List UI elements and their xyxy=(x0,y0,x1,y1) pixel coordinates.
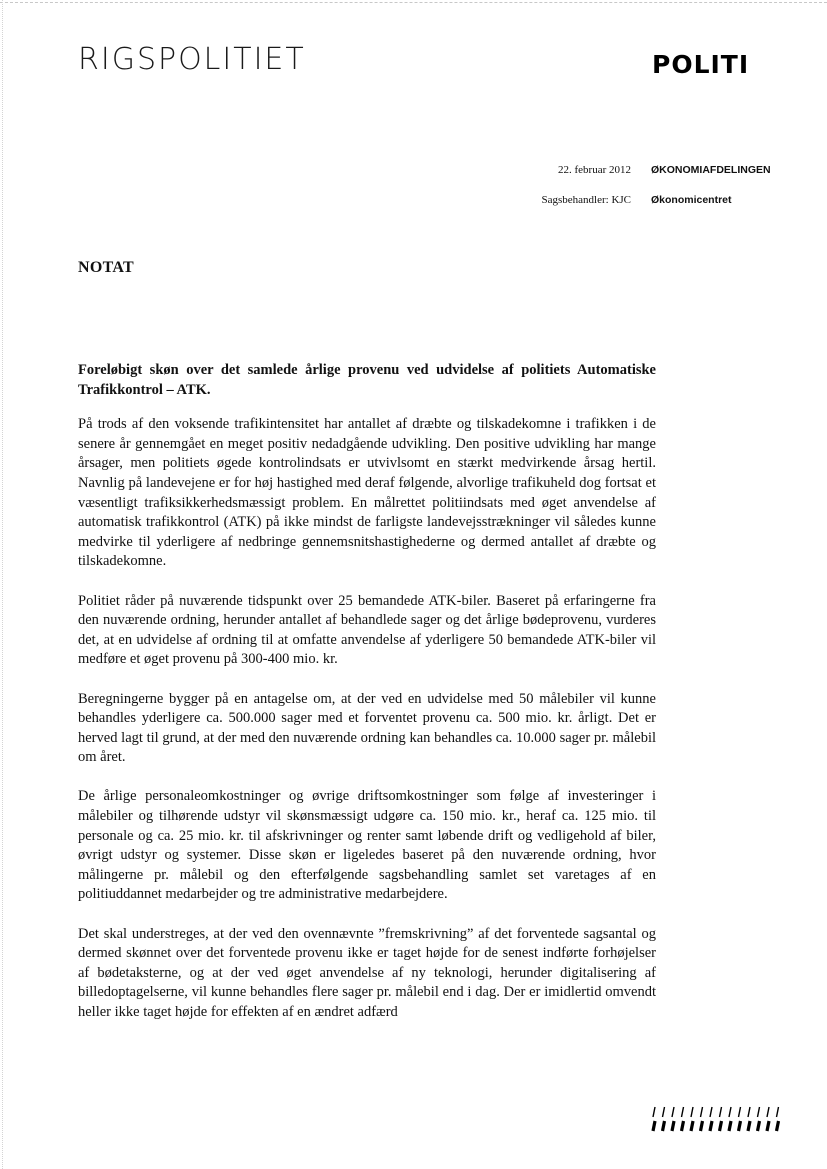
document-type: NOTAT xyxy=(78,259,135,276)
meta-row-date xyxy=(0,164,827,180)
organization-name: RIGSPOLITIET xyxy=(78,42,306,77)
paragraph-5: Det skal understreges, at der ved den ovennævnte ”fremskrivning” af det forventede sagsantal og dermed skønnet over det forventede provenu ikke er taget højde for de senest indførte forhøjelser af bødetaksterne, og at der ved øget anvendelse af ny teknologi, herunder digitalisering af billedoptagelserne, vil kunne behandles flere sager pr. målebil end i dag. Der er imidlertid omvendt heller ikke taget højde for effekten af en ændret adfærd xyxy=(78,925,656,1020)
paragraph-1: På trods af den voksende trafikintensitet har antallet af dræbte og tilskadekomne i trafikken i de senere år gennemgået en meget positiv nedadgående udvikling. Den positive udvikling har mange årsager, men politiets øgede kontrolindsats er utvivlsomt en stærkt medvirkende årsag hertil. Navnlig på landevejene er for høj hastighed med deraf følgende, alvorlige trafikuheld dog fortsat et væsentligt trafiksikkerhedsmæssigt problem. En målrettet politiindsats med øget anvendelse af automatisk trafikkontrol (ATK) på ikke mindst de farligste landevejsstrækninger vil således kunne medvirke til yderligere af nedbringe gennemsnitshastighederne og dermed antallet af dræbte og tilskadekomne. xyxy=(78,416,656,570)
paragraph-4: De årlige personaleomkostninger og øvrige driftsomkostninger som følge af investeringer i målebiler og tilhørende udstyr vil skønsmæssigt udgøre ca. 150 mio. kr., heraf ca. 125 mio. til personale og ca. 25 mio. kr. til afskrivninger og renter samt løbende drift og vedligehold af biler, øvrigt udstyr og systemer. Disse skøn er ligeledes baseret på den nuværende ordning, hvor målingerne pr. målebil og den efterfølgende sagsbehandling samlet set varetages af en politiuddannet medarbejder og tre administrative medarbejdere. xyxy=(78,788,656,903)
politi-logo: POLITI xyxy=(652,50,750,79)
barcode-icon xyxy=(651,1106,785,1132)
document-date: 22. februar 2012 xyxy=(557,164,631,176)
paragraph-3: Beregningerne bygger på en antagelse om, at der ved en udvidelse med 50 målebiler vil kunne behandles yderligere ca. 500.000 sager med et forventet provenu ca. 500 mio. kr. årligt. Det er herved lagt til grund, at der med den nuværende ordning kan behandles ca. 10.000 sager pr. målebil om året. xyxy=(78,690,656,766)
meta-row-handler xyxy=(0,194,827,210)
unit-name: Økonomicentret xyxy=(651,194,732,206)
document-heading: Foreløbigt skøn over det samlede årlige provenu ved udvidelse af politiets Automatiske Trafikkontrol – ATK. xyxy=(78,362,656,398)
document-body xyxy=(78,361,656,1042)
scan-edge-top xyxy=(0,2,827,3)
paragraph-2: Politiet råder på nuværende tidspunkt over 25 bemandede ATK-biler. Baseret på erfaringerne fra den nuværende ordning, herunder antallet af behandlede sager og det årlige bødeprovenu, vurderes det, at en udvidelse af ordning til at omfatte anvendelse af yderligere 50 bemandede ATK-biler vil medføre et øget provenu på 300-400 mio. kr. xyxy=(78,592,656,668)
department-name: ØKONOMIAFDELINGEN xyxy=(651,164,771,176)
case-handler: Sagsbehandler: KJC xyxy=(541,194,631,206)
